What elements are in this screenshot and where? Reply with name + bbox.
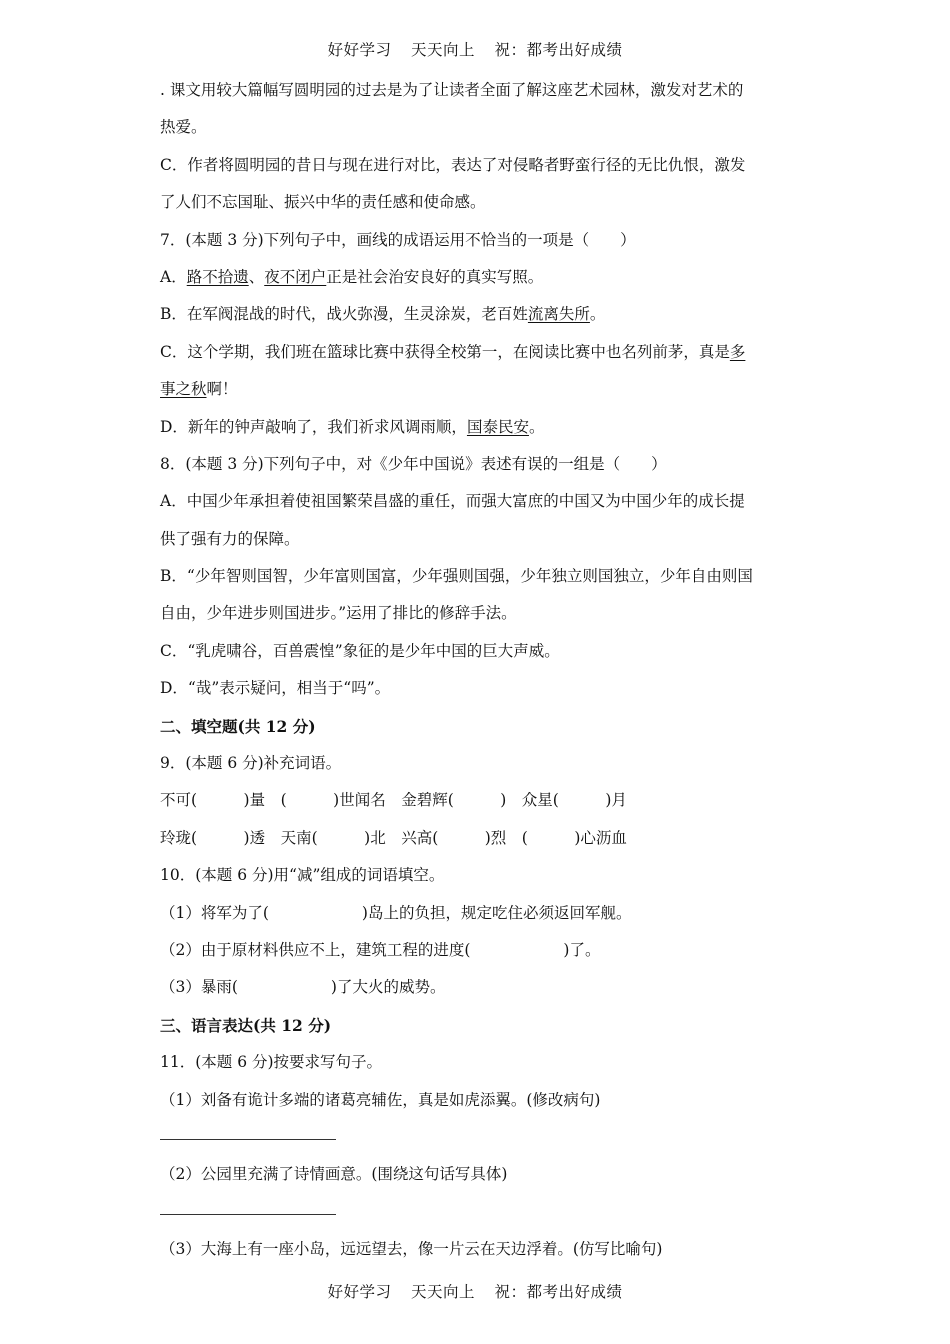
q11-answer-line-2[interactable] [160,1194,792,1231]
q7-d-suffix: 。 [528,417,545,436]
q8-option-b-line2: 自由，少年进步则国进步。”运用了排比的修辞手法。 [160,604,517,623]
q6-option-c-line1: C．作者将圆明园的昔日与现在进行对比，表达了对侵略者野蛮行径的无比仇恨，激发 [160,155,746,174]
q10-sentence-2: （2）由于原材料供应不上，建筑工程的进度( )了。 [160,940,601,959]
q7-c-idiom-part1: 多 [729,342,746,361]
header-motto-1: 好好学习 [327,41,392,59]
q7-d-prefix: D．新年的钟声敲响了，我们祈求风调雨顺， [160,417,467,436]
q7-a-idiom-2: 夜不闭户 [264,267,327,286]
q7-a-idiom-1: 路不拾遗 [186,267,249,286]
q8-option-d: D．“哉”表示疑问，相当于“吗”。 [160,679,391,698]
footer-motto-1: 好好学习 [327,1283,392,1301]
document-body [160,72,792,1269]
q10-sentence-1: （1）将军为了( )岛上的负担，规定吃住必须返回军舰。 [160,903,632,922]
q8-option-a-line1: A．中国少年承担着使祖国繁荣昌盛的重任，而强大富庶的中国又为中国少年的成长提 [160,492,745,511]
q6-option-c-line2: 了人们不忘国耻、振兴中华的责任感和使命感。 [160,193,486,212]
q8-stem: 8．(本题 3 分)下列句子中，对《少年中国说》表述有误的一组是（ ） [160,454,667,473]
q11-sentence-1: （1）刘备有诡计多端的诸葛亮辅佐，真是如虎添翼。(修改病句) [160,1090,601,1109]
q8-option-b-line1: B．“少年智则国智，少年富则国富，少年强则国强，少年独立则国独立，少年自由则国 [160,567,753,586]
q7-c-suffix: 啊！ [206,380,238,399]
q11-sentence-3: （3）大海上有一座小岛，远远望去，像一片云在天边浮着。(仿写比喻句) [160,1240,663,1259]
q9-row-1: 不可( )量 ( )世闻名 金碧辉( ) 众星( )月 [160,791,627,810]
q11-answer-line-1[interactable] [160,1119,792,1156]
q7-stem: 7．(本题 3 分)下列句子中，画线的成语运用不恰当的一项是（ ） [160,230,636,249]
q6-option-b-line2: 热爱。 [160,118,207,137]
q7-a-separator: 、 [248,267,265,286]
section-2-title: 二、填空题(共 12 分) [160,716,316,736]
q7-a-prefix: A． [160,267,187,286]
q7-option-b [160,296,792,333]
q7-b-prefix: B．在军阀混战的时代，战火弥漫，生灵涂炭，老百姓 [160,305,528,324]
q9-row-2: 玲珑( )透 天南( )北 兴高( )烈 ( )心沥血 [160,828,627,847]
q7-d-idiom: 国泰民安 [466,417,529,436]
q6-option-b-line1: . 课文用较大篇幅写圆明园的过去是为了让读者全面了解这座艺术园林，激发对艺术的 [160,81,744,99]
footer-motto-3: 祝：都考出好成绩 [494,1283,623,1301]
q11-sentence-2: （2）公园里充满了诗情画意。(围绕这句话写具体) [160,1165,508,1184]
page-footer [0,1280,950,1302]
q7-b-suffix: 。 [589,305,606,324]
q7-option-c-line2 [160,371,792,408]
q7-c-prefix: C．这个学期，我们班在篮球比赛中获得全校第一，在阅读比赛中也名列前茅，真是 [160,342,730,361]
answer-underline [160,1139,336,1140]
answer-underline [160,1214,336,1215]
header-motto-3: 祝：都考出好成绩 [494,41,623,59]
header-motto-2: 天天向上 [410,41,475,59]
q7-option-d [160,409,792,446]
footer-motto-2: 天天向上 [410,1283,475,1301]
q10-sentence-3: （3）暴雨( )了大火的威势。 [160,978,446,997]
q9-stem: 9．(本题 6 分)补充词语。 [160,754,342,773]
q7-option-c-line1 [160,334,792,371]
q7-b-idiom: 流离失所 [527,305,590,324]
q8-option-c: C．“乳虎啸谷，百兽震惶”象征的是少年中国的巨大声威。 [160,641,560,660]
q7-a-suffix: 正是社会治安良好的真实写照。 [326,267,544,286]
page-header [0,38,950,60]
q7-c-idiom-part2: 事之秋 [160,380,207,399]
q11-stem: 11．(本题 6 分)按要求写句子。 [160,1053,383,1072]
q8-option-a-line2: 供了强有力的保障。 [160,529,300,548]
section-3-title: 三、语言表达(共 12 分) [160,1015,332,1035]
q7-option-a [160,259,792,296]
q10-stem: 10．(本题 6 分)用“减”组成的词语填空。 [160,866,445,885]
